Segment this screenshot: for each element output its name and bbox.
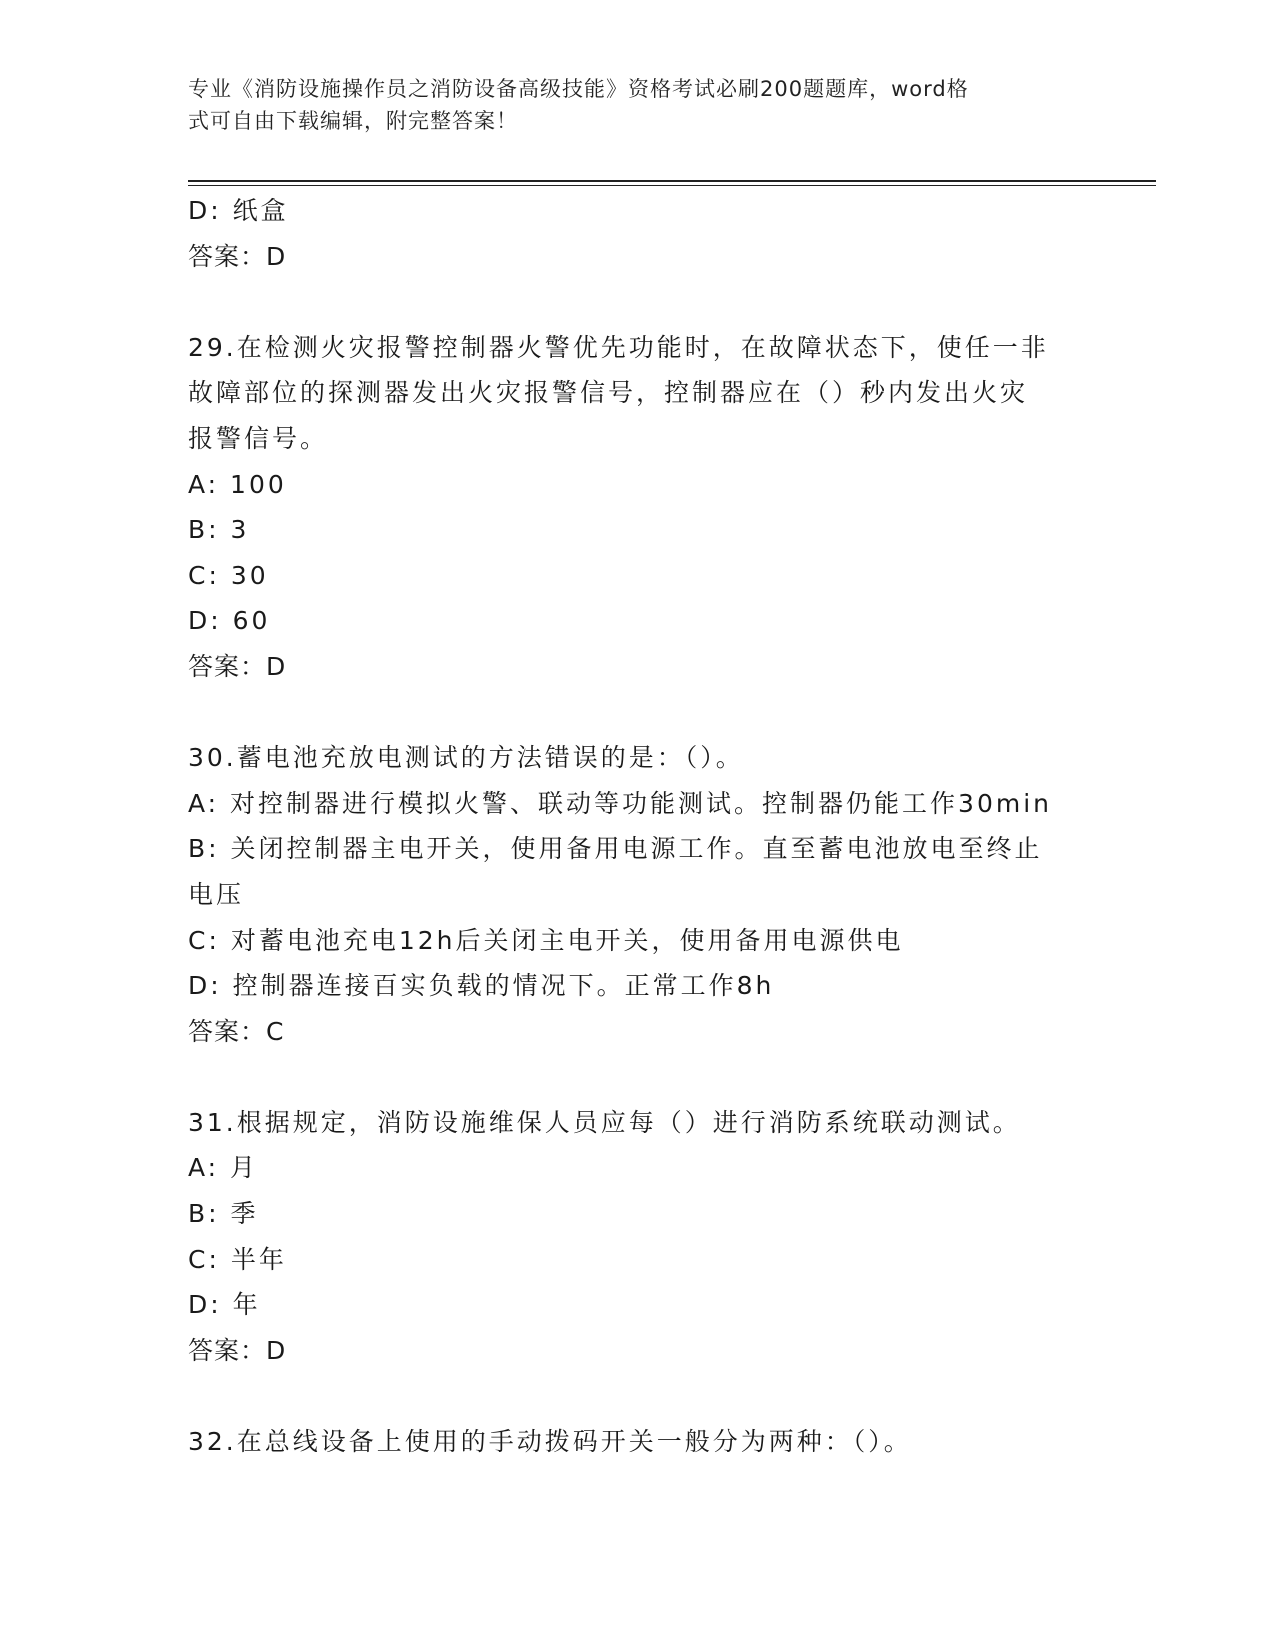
question-31 xyxy=(188,1100,1088,1374)
question-list xyxy=(188,188,1088,1465)
header-divider-thin xyxy=(188,185,1156,186)
question-30 xyxy=(188,735,1088,1054)
option-d: D: 60 xyxy=(188,606,271,636)
header-divider-thick xyxy=(188,180,1156,182)
option-a: A: 月 xyxy=(188,1153,259,1183)
option-a: A: 100 xyxy=(188,469,287,499)
option-d: D: 年 xyxy=(188,1290,261,1320)
question-stem-line: 报警信号。 xyxy=(188,423,329,453)
question-stem-line: 31.根据规定，消防设施维保人员应每（）进行消防系统联动测试。 xyxy=(188,1107,1021,1137)
header-line-1: 专业《消防设施操作员之消防设备高级技能》资格考试必刷200题题库，word格 xyxy=(188,77,969,101)
option-c: C: 半年 xyxy=(188,1244,287,1274)
option-d: D: 控制器连接百实负载的情况下。正常工作8h xyxy=(188,971,775,1001)
answer: 答案：D xyxy=(188,1335,287,1365)
option-b: B: 季 xyxy=(188,1199,259,1229)
question-stem-line: 故障部位的探测器发出火灾报警信号，控制器应在（）秒内发出火灾 xyxy=(188,378,1029,408)
prev-option-d: D: 纸盒 xyxy=(188,196,289,225)
prev-answer: 答案：D xyxy=(188,241,287,271)
document-header xyxy=(188,73,1068,137)
header-line-2: 式可自由下载编辑，附完整答案！ xyxy=(188,109,518,133)
question-stem-line: 30.蓄电池充放电测试的方法错误的是：（）。 xyxy=(188,743,744,773)
option-b-continued: 电压 xyxy=(188,879,245,909)
option-a: A: 对控制器进行模拟火警、联动等功能测试。控制器仍能工作30min xyxy=(188,788,1052,818)
option-b: B: 3 xyxy=(188,515,250,545)
answer: 答案：D xyxy=(188,651,287,681)
question-stem-line: 32.在总线设备上使用的手动拨码开关一般分为两种：（）。 xyxy=(188,1427,912,1457)
answer: 答案：C xyxy=(188,1016,285,1046)
question-32 xyxy=(188,1419,1088,1465)
question-stem-line: 29.在检测火灾报警控制器火警优先功能时，在故障状态下，使任一非 xyxy=(188,332,1049,362)
question-29 xyxy=(188,325,1088,690)
option-b: B: 关闭控制器主电开关，使用备用电源工作。直至蓄电池放电至终止 xyxy=(188,834,1043,864)
option-c: C: 30 xyxy=(188,560,269,590)
option-c: C: 对蓄电池充电12h后关闭主电开关，使用备用电源供电 xyxy=(188,925,904,955)
